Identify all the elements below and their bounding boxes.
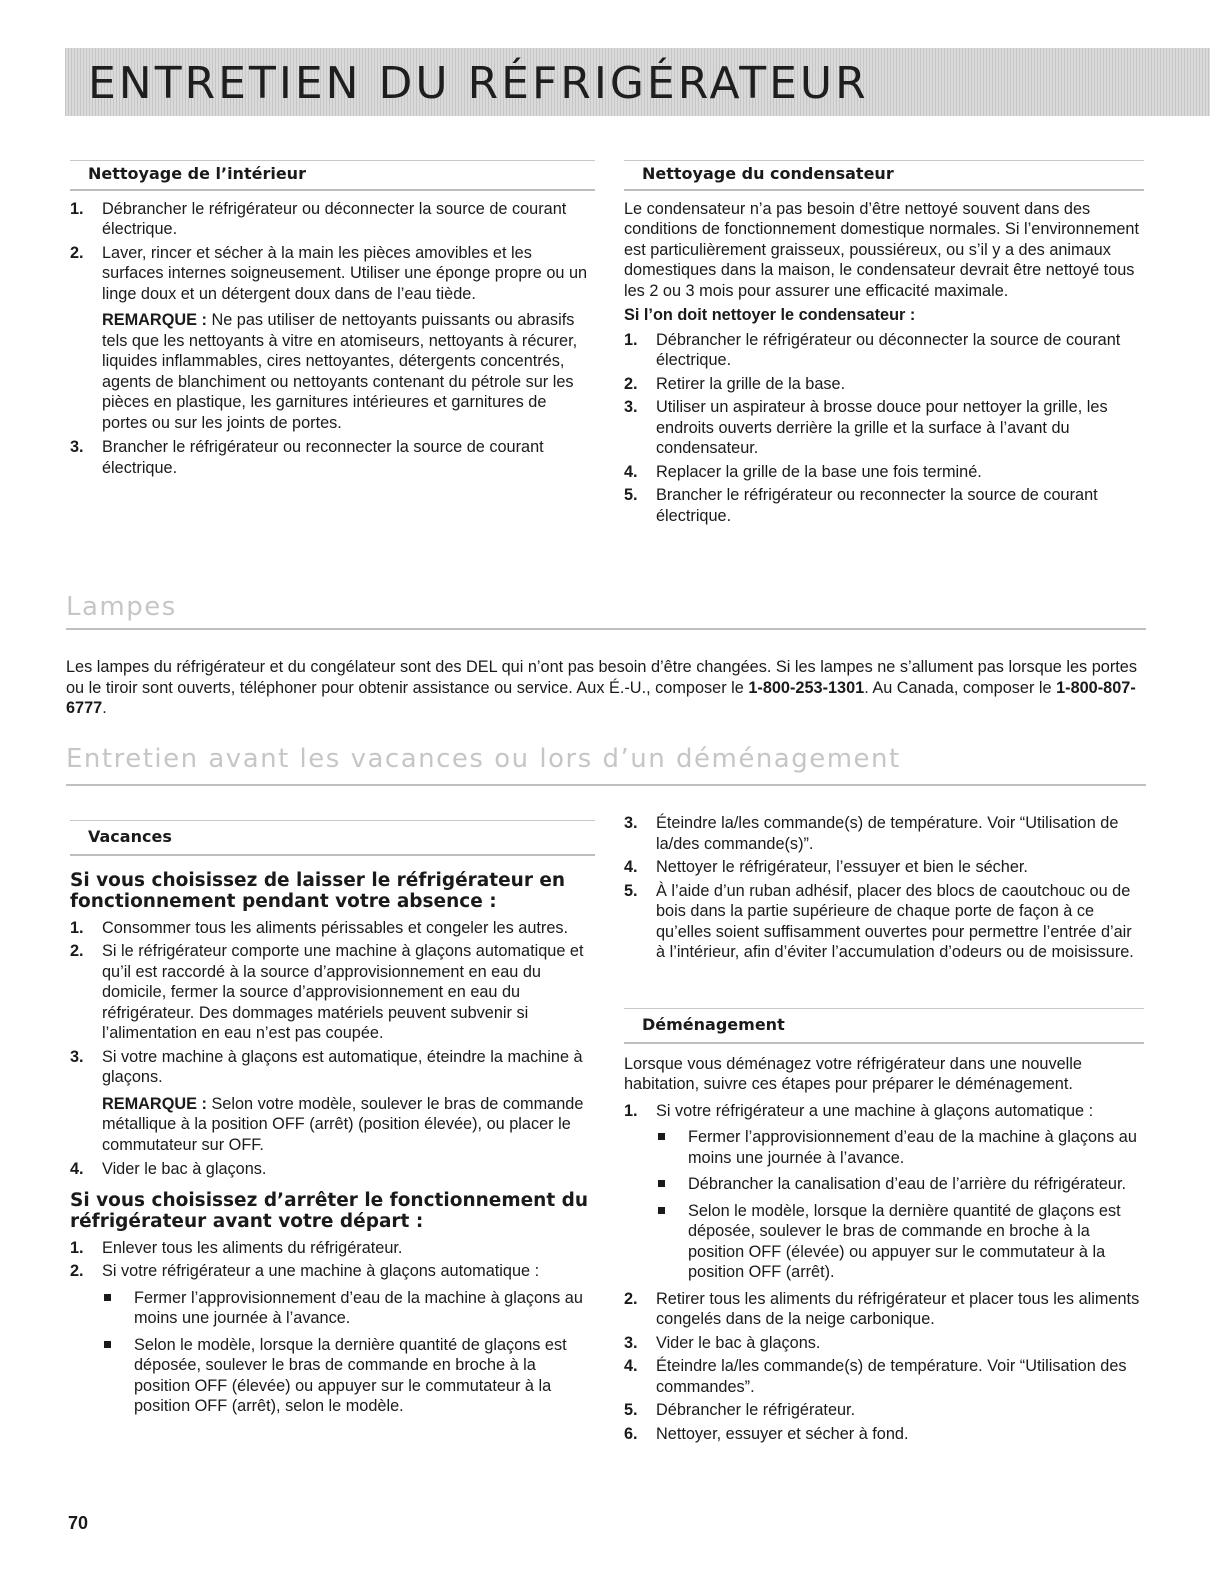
- bullet-item: Débrancher la canalisation d’eau de l’arrière du réfrigérateur.: [656, 1174, 1144, 1195]
- list-item: 5. À l’aide d’un ruban adhésif, placer des blocs de caoutchouc ou de bois dans la partie supérieure de chaque porte de façon à ce qu’elles soient suffisamment ouvertes pour permettre l’entrée d’air à l’intérieur, afin d’éviter l’accumulation d’odeurs ou de moisissure.: [624, 881, 1134, 961]
- divider: [70, 189, 595, 191]
- list-item: 1. Débrancher le réfrigérateur ou déconnecter la source de courant électrique.: [624, 330, 1121, 369]
- divider: [70, 854, 595, 856]
- list-item: 6. Nettoyer, essuyer et sécher à fond.: [624, 1424, 909, 1443]
- phone-us: 1-800-253-1301: [748, 678, 865, 697]
- list-item: 4. Éteindre la/les commande(s) de température. Voir “Utilisation des commandes”.: [624, 1357, 1127, 1396]
- vacances-section-title: Entretien avant les vacances ou lors d’un déménagement: [66, 744, 901, 774]
- list-item: 4. Vider le bac à glaçons.: [70, 1160, 267, 1178]
- list-item: 4. Replacer la grille de la base une fois terminé.: [624, 462, 982, 481]
- bullet-square-icon: [104, 1294, 111, 1301]
- bullet-item: Selon le modèle, lorsque la dernière quantité de glaçons est déposée, soulever le bras de commande en broche à la position OFF (élevée) ou appuyer sur le commutateur à la position OFF (arrêt).: [656, 1201, 1144, 1283]
- bullet-list: [656, 1127, 1144, 1283]
- demenagement-heading: Déménagement: [642, 1015, 785, 1034]
- list-item: 4. Nettoyer le réfrigérateur, l’essuyer et bien le sécher.: [624, 858, 1028, 876]
- list-item: 2. Retirer tous les aliments du réfrigérateur et placer tous les aliments congelés dans de la neige carbonique.: [624, 1289, 1140, 1328]
- phone-ca: 1-800-807-6777: [66, 678, 1136, 717]
- bullet-item: Fermer l’approvisionnement d’eau de la machine à glaçons au moins une journée à l’avance.: [102, 1288, 595, 1329]
- bullet-item: Selon le modèle, lorsque la dernière quantité de glaçons est déposée, soulever le bras de commande en broche à la position OFF (élevée) ou appuyer sur le commutateur à la position OFF (arrêt), selon le modèle.: [102, 1335, 595, 1417]
- condensateur-section: [624, 160, 1144, 529]
- bullet-square-icon: [104, 1341, 111, 1348]
- bullet-list: [102, 1288, 595, 1417]
- page-title: ENTRETIEN DU RÉFRIGÉRATEUR: [88, 58, 869, 109]
- list-item: 2. Si le réfrigérateur comporte une machine à glaçons automatique et qu’il est raccordé à la source d’approvisionnement en eau du domicile, fermer la source d’approvisionnement en eau du réfrigérateur. Des dommages matériels peuvent subvenir si l’alimentation en eau n’est pas coupée.: [70, 942, 584, 1042]
- list-item: 3. Utiliser un aspirateur à brosse douce pour nettoyer la grille, les endroits ouverts derrière la grille et la surface à l’avant du condensateur.: [624, 398, 1108, 457]
- lampes-rule: [66, 628, 1146, 630]
- list-item: 2. Laver, rincer et sécher à la main les pièces amovibles et les surfaces internes soigneusement. Utiliser une éponge propre ou un linge doux et un détergent doux dans de l’eau tiède. REMARQUE : Ne pas utiliser de nettoyants puissants ou abrasifs tels que les nettoyants à vitre en atomiseurs, nettoyants à récurer, liquides inflammables, cires nettoyantes, détergents concentrés, agents de blanchiment ou nettoyants contenant du pétrole sur les pièces en plastique, les garnitures intérieures et garnitures de portes ou sur les joints de portes.: [70, 243, 595, 434]
- vacances-section: [70, 820, 595, 1423]
- list-item: 2. Si votre réfrigérateur a une machine à glaçons automatique : Fermer l’approvisionnement d’eau de la machine à glaçons au moins une journée à l’avance. Selon le modèle, lorsque la dernière quantité de glaçons est déposée, soulever le bras de commande en broche à la position OFF (élevée) ou appuyer sur le commutateur à la position OFF (arrêt), selon le modèle.: [70, 1261, 595, 1417]
- interieur-steps: [70, 199, 595, 479]
- demenagement-section: [624, 1008, 1144, 1447]
- list-item: 1. Débrancher le réfrigérateur ou déconnecter la source de courant électrique.: [70, 199, 567, 238]
- vacances-section-rule: [66, 784, 1146, 786]
- divider: [624, 1042, 1144, 1044]
- interieur-section: [70, 160, 595, 481]
- condensateur-steps: [624, 330, 1144, 527]
- question-heading: Si vous choisissez de laisser le réfrigérateur en fonctionnement pendant votre absence :: [70, 869, 566, 912]
- list-item: 3. Si votre machine à glaçons est automatique, éteindre la machine à glaçons. REMARQUE : Selon votre modèle, soulever le bras de commande métallique à la position OFF (arrêt) (position élevée), ou placer le commutateur sur OFF.: [70, 1047, 595, 1156]
- bullet-item: Fermer l’approvisionnement d’eau de la machine à glaçons au moins une journée à l’avance.: [656, 1127, 1144, 1168]
- bullet-square-icon: [658, 1207, 665, 1214]
- bullet-square-icon: [658, 1133, 665, 1140]
- demenagement-steps: [624, 1101, 1144, 1445]
- vacances-q2-steps: [70, 1238, 595, 1417]
- list-item: 1. Consommer tous les aliments périssables et congeler les autres.: [70, 918, 569, 937]
- condensateur-lead: Si l’on doit nettoyer le condensateur :: [624, 306, 916, 324]
- list-item: 5. Brancher le réfrigérateur ou reconnecter la source de courant électrique.: [624, 486, 1098, 525]
- list-item: 3. Éteindre la/les commande(s) de température. Voir “Utilisation de la/des commande(s)”.: [624, 814, 1119, 853]
- list-item: 3. Vider le bac à glaçons.: [624, 1333, 821, 1352]
- question-heading: Si vous choisissez d’arrêter le fonctionnement du réfrigérateur avant votre départ :: [70, 1189, 589, 1232]
- remarque-note: REMARQUE : Selon votre modèle, soulever le bras de commande métallique à la position OFF (arrêt) (position élevée), ou placer le commutateur sur OFF.: [102, 1094, 584, 1154]
- list-item: 5. Débrancher le réfrigérateur.: [624, 1401, 856, 1419]
- vacances-q1-steps: [70, 918, 595, 1180]
- list-item: 1. Enlever tous les aliments du réfrigérateur.: [70, 1238, 403, 1257]
- lampes-text: Les lampes du réfrigérateur et du congélateur sont des DEL qui n’ont pas besoin d’être changées. Si les lampes ne s’allument pas lorsque les portes ou le tiroir sont ouverts, téléphoner pour obtenir assistance ou service. Aux É.-U., composer le 1-800-253-1301. Au Canada, composer le 1-800-807-6777.: [66, 658, 1137, 717]
- page-number: 70: [68, 1513, 89, 1533]
- bullet-square-icon: [658, 1180, 665, 1187]
- list-item: 3. Brancher le réfrigérateur ou reconnecter la source de courant électrique.: [70, 438, 544, 477]
- vacances-heading: Vacances: [88, 827, 172, 846]
- lampes-title: Lampes: [66, 592, 177, 622]
- interieur-heading: Nettoyage de l’intérieur: [88, 164, 306, 183]
- list-item: 2. Retirer la grille de la base.: [624, 374, 846, 393]
- divider: [624, 189, 1144, 191]
- vacances-q2-steps-continued: [624, 813, 1144, 963]
- condensateur-intro: Le condensateur n’a pas besoin d’être nettoyé souvent dans des conditions de fonctionnement domestique normales. Si l’environnement est particulièrement graisseux, poussiéreux, ou s’il y a des animaux domestiques dans la maison, le condensateur devrait être nettoyé tous les 2 ou 3 mois pour assurer une efficacité maximale.: [624, 199, 1139, 300]
- remarque-note: REMARQUE : Ne pas utiliser de nettoyants puissants ou abrasifs tels que les nettoyants à vitre en atomiseurs, nettoyants à récurer, liquides inflammables, cires nettoyantes, détergents concentrés, agents de blanchiment ou nettoyants contenant du pétrole sur les pièces en plastique, les garnitures intérieures et garnitures de portes ou sur les joints de portes.: [102, 311, 578, 432]
- vacances-continued: [624, 813, 1144, 966]
- demenagement-intro: Lorsque vous déménagez votre réfrigérateur dans une nouvelle habitation, suivre ces étapes pour préparer le déménagement.: [624, 1054, 1082, 1093]
- condensateur-heading: Nettoyage du condensateur: [642, 164, 894, 183]
- list-item: 1. Si votre réfrigérateur a une machine à glaçons automatique : Fermer l’approvisionnement d’eau de la machine à glaçons au moins une journée à l’avance. Débrancher la canalisation d’eau de l’arrière du réfrigérateur. Selon le modèle, lorsque la dernière quantité de glaçons est déposée, soulever le bras de commande en broche à la position OFF (élevée) ou appuyer sur le commutateur à la position OFF (arrêt).: [624, 1101, 1144, 1283]
